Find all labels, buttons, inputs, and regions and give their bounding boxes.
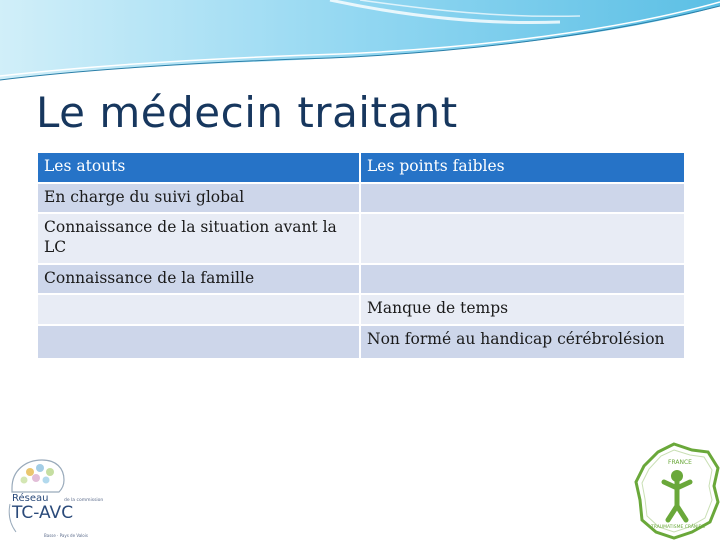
table-row [37, 264, 685, 294]
table-cell: En charge du suivi global [37, 183, 360, 213]
reseau-tc-avc-logo [4, 458, 104, 540]
table-row [37, 325, 685, 359]
table-cell: Connaissance de la famille [37, 264, 360, 294]
logo-reseau-text: Réseau [12, 493, 49, 504]
table-cell: Manque de temps [360, 294, 685, 325]
table-row [37, 183, 685, 213]
table-cell [37, 294, 360, 325]
table-cell [360, 183, 685, 213]
logo-tc-avc-text: TC-AVC [12, 503, 74, 523]
header-swoosh [0, 0, 720, 90]
header-atouts: Les atouts [37, 152, 360, 183]
table-cell [360, 264, 685, 294]
logo-bottom-text: Basse · Pays de Valois [44, 533, 88, 538]
france-traumatisme-cranien-logo [634, 442, 720, 540]
table-row [37, 294, 685, 325]
table-cell [37, 325, 360, 359]
table-header-row [37, 152, 685, 183]
table-row [37, 213, 685, 264]
header-points-faibles: Les points faibles [360, 152, 685, 183]
table-cell: Non formé au handicap cérébrolésion [360, 325, 685, 359]
logo-side-text: de la commission [64, 498, 104, 503]
slide-title: Le médecin traitant [36, 88, 458, 137]
table-cell: Connaissance de la situation avant la LC [37, 213, 360, 264]
logo-traumatisme-text: TRAUMATISME CRÂNIEN [651, 525, 705, 530]
logo-france-text: FRANCE [668, 459, 692, 466]
table-cell [360, 213, 685, 264]
comparison-table [36, 151, 686, 360]
